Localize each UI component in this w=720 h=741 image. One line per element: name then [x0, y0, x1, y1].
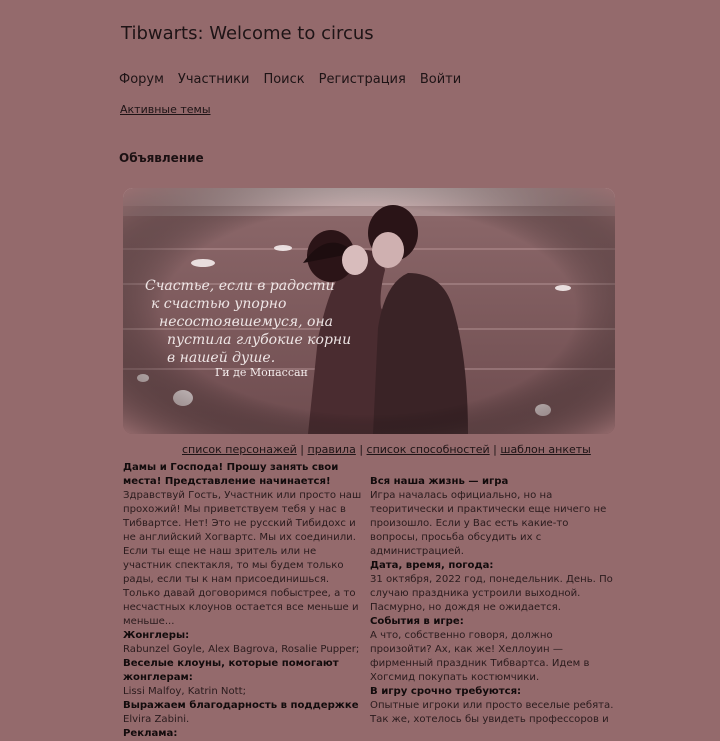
- active-topics-link[interactable]: Активные темы: [120, 103, 211, 116]
- link-template[interactable]: шаблон анкеты: [500, 443, 591, 456]
- thanks-title: Выражаем благодарность в поддержке: [123, 700, 359, 711]
- nav-search[interactable]: Поиск: [263, 72, 305, 87]
- announcement-title: Объявление: [119, 151, 204, 165]
- quote-line: несостоявшемуся, она: [159, 314, 334, 330]
- events-title: События в игре:: [370, 616, 464, 627]
- date-title: Дата, время, погода:: [370, 560, 494, 571]
- life-text: Игра началась официально, но на теоритически и практически еще ничего не произошло. Если у Вас есть какие-то вопросы, просьба обсудить их с администрацией.: [370, 490, 607, 557]
- clowns-list: Lissi Malfoy, Katrin Nott;: [123, 686, 246, 697]
- welcome-text: Здравствуй Гость, Участник или просто наш прохожий! Мы приветствуем тебя у нас в Тибвартсе. Нет! Это не русский Тибидохс и не английский Хогвартс. Мы их соединили. Если ты еще не наш зритель или не участник спектакля, то мы будем только рады, если ты к нам присоединишься. Только давай договоримся побыстрее, а то несчастных клоунов остается все меньше и меньше...: [123, 490, 362, 627]
- right-column: [370, 475, 616, 727]
- nav-forum[interactable]: Форум: [119, 72, 164, 87]
- nav-login[interactable]: Войти: [419, 72, 462, 87]
- thanks-list: Elvira Zabini.: [123, 714, 190, 725]
- needed-title: В игру срочно требуются:: [370, 686, 522, 697]
- date-text: 31 октября, 2022 год, понедельник. День. По случаю праздника устроили выходной. Пасмурно, но дождя не ожидается.: [370, 574, 613, 613]
- nav-register[interactable]: Регистрация: [318, 72, 406, 87]
- left-column: [123, 461, 366, 741]
- quote-line: к счастью упорно: [151, 296, 287, 312]
- site-title: Tibwarts: Welcome to circus: [121, 23, 374, 44]
- jugglers-list: Rabunzel Goyle, Alex Bagrova, Rosalie Pupper;: [123, 644, 360, 655]
- quote-author: Ги де Мопассан: [215, 366, 308, 379]
- events-text: А что, собственно говоря, должно произойти? Ах, как же! Хеллоуин — фирменный праздник Тибвартса. Идем в Хогсмид покупать костюмчики.: [370, 630, 590, 683]
- main-nav: [119, 72, 475, 87]
- link-abilities[interactable]: список способностей: [366, 443, 490, 456]
- banner-image: [123, 188, 615, 434]
- jugglers-title: Жонглеры:: [123, 630, 190, 641]
- nav-members[interactable]: Участники: [177, 72, 250, 87]
- life-title: Вся наша жизнь — игра: [370, 476, 509, 487]
- quote-line: в нашей душе.: [167, 350, 276, 366]
- clowns-title: Веселые клоуны, которые помогают жонглерам:: [123, 658, 339, 683]
- quote-line: пустила глубокие корни: [167, 332, 352, 348]
- link-characters[interactable]: список персонажей: [182, 443, 297, 456]
- quote-line: Счастье, если в радости: [145, 278, 335, 294]
- needed-text: Опытные игроки или просто веселые ребята. Так же, хотелось бы увидеть профессоров и: [370, 700, 614, 725]
- link-rules[interactable]: правила: [307, 443, 356, 456]
- welcome-title: Дамы и Господа! Прошу занять свои места! Представление начинается!: [123, 462, 339, 487]
- ads-title: Реклама:: [123, 728, 178, 739]
- quick-links: список персонажей | правила | список способностей | шаблон анкеты: [182, 443, 591, 456]
